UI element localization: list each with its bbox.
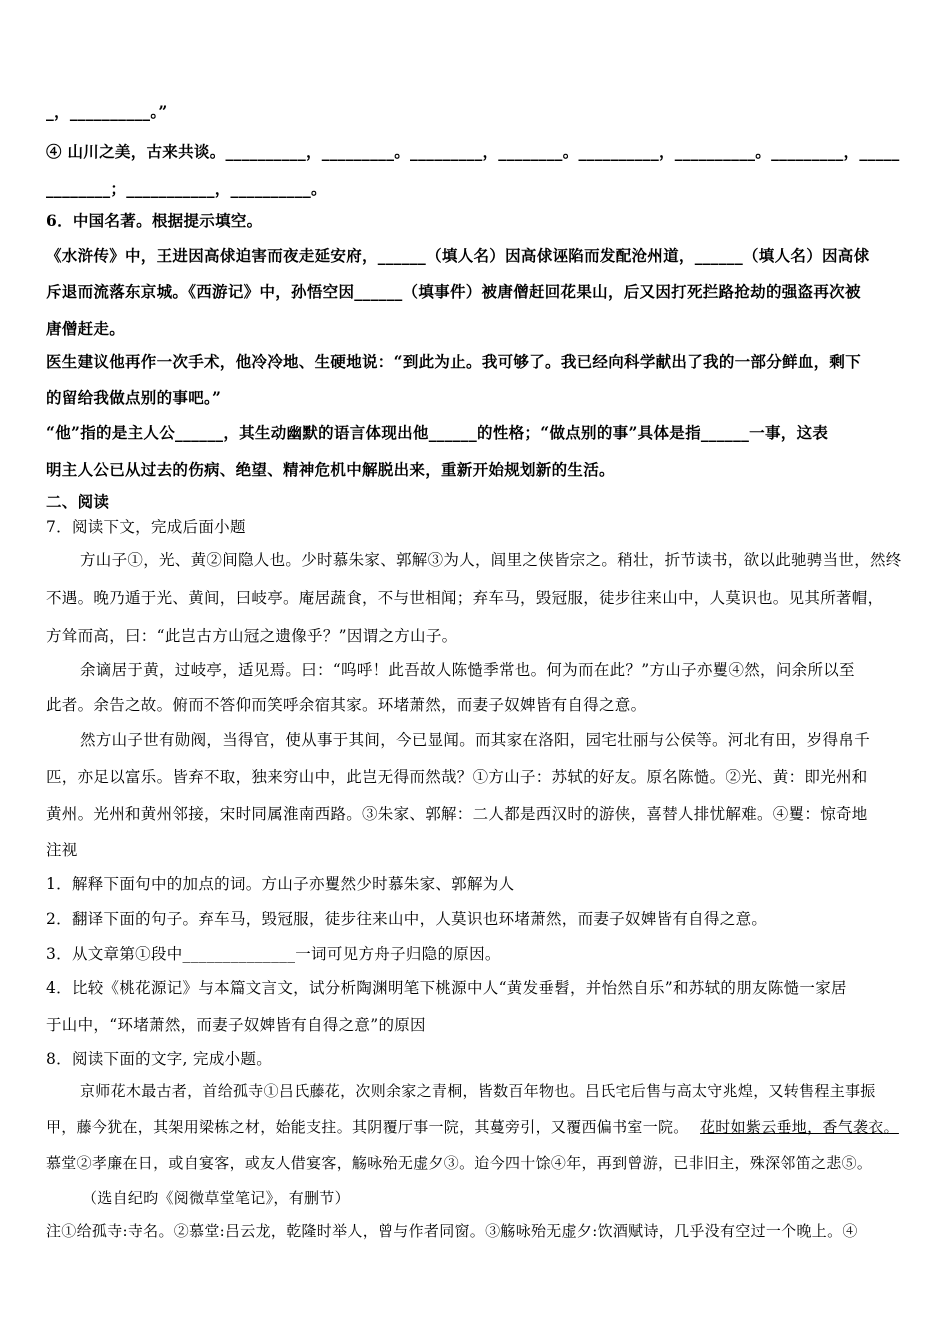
passage-paragraph: 然方山子世有勋阀，当得官，使从事于其间，今已显闻。而其家在洛阳，园宅壮丽与公侯等。河北有田，岁得帛千 — [80, 731, 871, 749]
question-6-text: 《水浒传》中，王进因高俅迫害而夜走延安府，______（填人名）因高俅诬陷而发配沧州道，______（填人名）因高俅 — [46, 246, 870, 265]
quote-passage: 医生建议他再作一次手术，他冷冷地、生硬地说：“到此为止。我可够了。我已经向科学献出了我的一部分鲜血，剩下 — [46, 352, 862, 371]
subquestion-1: 1．解释下面句中的加点的词。方山子亦矍然少时慕朱家、郭解为人 — [46, 875, 515, 893]
fill-blank-line: ________；___________，__________。 — [46, 179, 327, 198]
question-7-title: 7．阅读下文，完成后面小题 — [46, 518, 246, 536]
fill-blank-line: _，__________。” — [46, 102, 168, 121]
footnotes: 注①给孤寺:寺名。②慕堂:吕云龙，乾隆时举人，曾与作者同窗。③觞咏殆无虚夕:饮酒赋诗，几乎没有空过一个晚上。④ — [46, 1222, 858, 1240]
question-6-text: 斥退而流落东京城。《西游记》中，孙悟空因______（填事件）被唐僧赶回花果山，后又因打死拦路抢劫的强盗再次被 — [46, 282, 861, 301]
subquestion-3: 3．从文章第①段中______________一词可见方舟子归隐的原因。 — [46, 945, 501, 963]
question-6-text: 唐僧赶走。 — [46, 319, 126, 338]
passage-line: 匹，亦足以富乐。皆弃不取，独来穷山中，此岂无得而然哉？①方山子：苏轼的好友。原名陈慥。②光、黄：即光州和 — [46, 768, 868, 786]
subquestion-4: 4．比较《桃花源记》与本篇文言文，试分析陶渊明笔下桃源中人“黄发垂髫，并怡然自乐”和苏轼的朋友陈慥一家居 — [46, 979, 847, 997]
subquestion-2: 2．翻译下面的句子。弃车马，毁冠服，徒步往来山中，人莫识也环堵萧然，而妻子奴婢皆有自得之意。 — [46, 910, 768, 928]
question-6-title: 6．中国名著。根据提示填空。 — [46, 211, 263, 230]
passage-line: 慕堂②孝廉在日，或自宴客，或友人借宴客，觞咏殆无虚夕③。迨今四十馀④年，再到曾游，已非旧主，殊深邻笛之悲⑤。 — [46, 1154, 873, 1172]
passage-line: 注视 — [46, 841, 78, 859]
subquestion-4-cont: 于山中，“环堵萧然，而妻子奴婢皆有自得之意”的原因 — [46, 1016, 426, 1034]
section-heading: 二、阅读 — [46, 492, 110, 511]
passage-line: 方耸而高，曰：“此岂古方山冠之遗像乎？”因谓之方山子。 — [46, 627, 458, 645]
passage-line: 不遇。晚乃遁于光、黄间，曰岐亭。庵居蔬食，不与世相闻；弃车马，毁冠服，徒步往来山中，人莫识也。见其所著帽， — [46, 589, 884, 607]
question-5-item-4: ④ 山川之美，古来共谈。__________，_________。_________，________。__________，__________。_________，_____ — [46, 142, 900, 161]
question-text: 明主人公已从过去的伤病、绝望、精神危机中解脱出来，重新开始规划新的生活。 — [46, 460, 615, 479]
underlined-sentence: 花时如紫云垂地，香气袭衣。 — [700, 1118, 899, 1136]
passage-line: 甲，藤今犹在，其架用梁栋之材，始能支拄。其阴覆厅事一院，其蔓旁引，又覆西偏书室一院。 — [46, 1118, 689, 1136]
question-8-title: 8．阅读下面的文字, 完成小题。 — [46, 1050, 273, 1068]
passage-line: 此者。余告之故。俯而不答仰而笑呼余宿其家。环堵萧然，而妻子奴婢皆有自得之意。 — [46, 696, 647, 714]
question-text: “他”指的是主人公______，其生动幽默的语言体现出他______的性格；“做点别的事”具体是指______一事，这表 — [46, 423, 829, 442]
passage-paragraph: 方山子①，光、黄②间隐人也。少时慕朱家、郭解③为人，闾里之侠皆宗之。稍壮，折节读书，欲以此驰骋当世，然终 — [80, 551, 902, 569]
passage-line: 黄州。光州和黄州邻接，宋时同属淮南西路。③朱家、郭解：二人都是西汉时的游侠，喜替人排忧解难。④矍：惊奇地 — [46, 805, 868, 823]
passage-paragraph: 余谪居于黄，过岐亭，适见焉。曰：“呜呼！此吾故人陈慥季常也。何为而在此？”方山子亦矍④然，问余所以至 — [80, 661, 855, 679]
source-note: （选自纪昀《阅微草堂笔记》，有删节） — [82, 1189, 350, 1207]
quote-passage: 的留给我做点别的事吧。” — [46, 388, 222, 407]
passage-paragraph: 京师花木最古者，首给孤寺①吕氏藤花，次则余家之青桐，皆数百年物也。吕氏宅后售与高太守兆煌，又转售程主事振 — [80, 1082, 876, 1100]
